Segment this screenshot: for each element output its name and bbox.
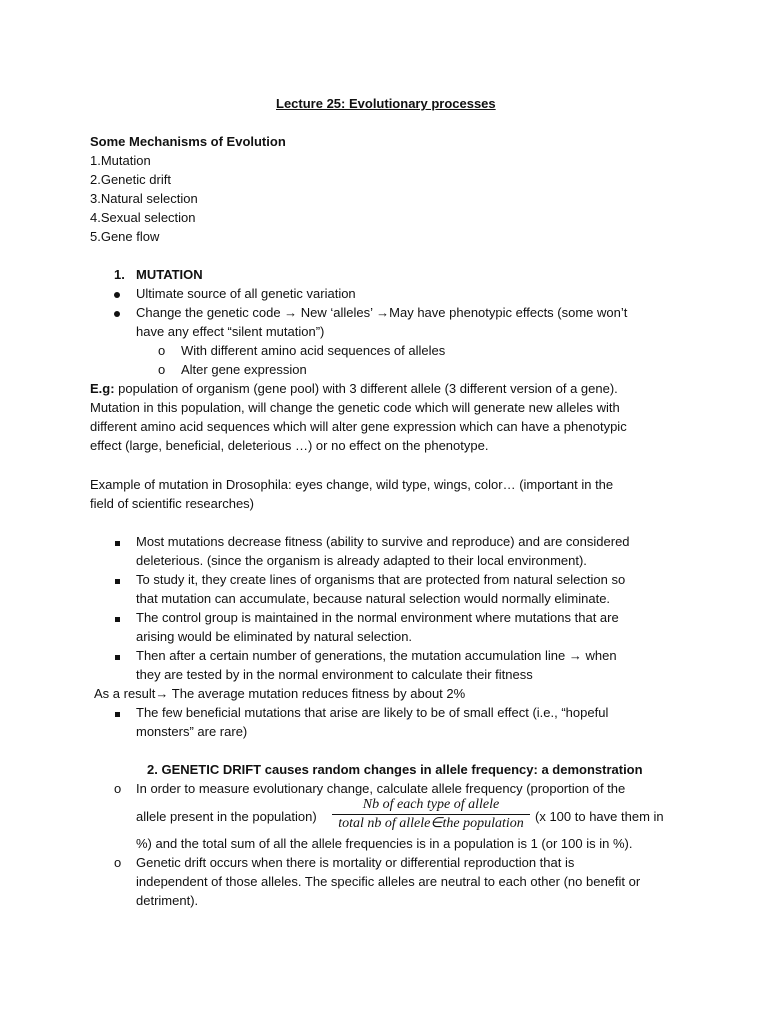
mutation-bullet: Change the genetic code → New ‘alleles’ →May have phenotypic effects (some won’t xyxy=(136,305,628,320)
drift-bullet: In order to measure evolutionary change, calculate allele frequency (proportion of the xyxy=(136,781,626,796)
example-line: effect (large, beneficial, deleterious …) or no effect on the phenotype. xyxy=(90,438,489,453)
mutation-heading: MUTATION xyxy=(136,267,203,282)
mechanism-item: 5.Gene flow xyxy=(90,229,160,244)
bullet-marker xyxy=(114,303,120,322)
drift-bullet-marker: o xyxy=(114,781,122,796)
sub-bullet: With different amino acid sequences of alleles xyxy=(181,343,446,358)
section-number: 1. xyxy=(114,267,125,282)
example-line xyxy=(90,379,618,398)
square-bullet-marker xyxy=(115,570,120,589)
square-bullet-cont: arising would be eliminated by natural selection. xyxy=(136,629,413,644)
mechanism-item: 3.Natural selection xyxy=(90,191,198,206)
mechanism-item: 2.Genetic drift xyxy=(90,172,171,187)
mechanisms-heading: Some Mechanisms of Evolution xyxy=(90,134,286,149)
allele-frequency-fraction xyxy=(332,796,530,833)
drosophila-line: field of scientific researches) xyxy=(90,496,255,511)
drift-bullet-cont: detriment). xyxy=(136,893,199,908)
example-label: E.g: xyxy=(90,381,115,396)
result-line: As a result→ The average mutation reduces fitness by about 2% xyxy=(94,686,466,701)
square-bullet: The few beneficial mutations that arise are likely to be of small effect (i.e., “hopeful xyxy=(136,705,609,720)
drift-heading: 2. GENETIC DRIFT causes random changes in allele frequency: a demonstration xyxy=(147,762,643,777)
square-bullet-cont: they are tested by in the normal environment to calculate their fitness xyxy=(136,667,533,682)
sub-bullet-marker: o xyxy=(158,362,166,377)
fraction-numerator: Nb of each type of allele xyxy=(362,797,500,812)
drift-bullet-cont: independent of those alleles. The specific alleles are neutral to each other (no benefit or xyxy=(136,874,641,889)
square-bullet-cont: deleterious. (since the organism is already adapted to their local environment). xyxy=(136,553,587,568)
square-bullet: Then after a certain number of generations, the mutation accumulation line → when xyxy=(136,648,617,663)
square-bullet-cont: monsters” are rare) xyxy=(136,724,248,739)
fraction-denominator: total nb of allele∈the population xyxy=(338,816,524,831)
drift-bullet-cont: allele present in the population) xyxy=(136,809,317,824)
example-line: different amino acid sequences which will alter gene expression which can have a phenotypic xyxy=(90,419,627,434)
square-bullet: The control group is maintained in the normal environment where mutations that are xyxy=(136,610,619,625)
square-bullet: To study it, they create lines of organisms that are protected from natural selection so xyxy=(136,572,626,587)
drift-bullet-cont: (x 100 to have them in xyxy=(535,809,664,824)
drosophila-line: Example of mutation in Drosophila: eyes change, wild type, wings, color… (important in the xyxy=(90,477,614,492)
page-title: Lecture 25: Evolutionary processes xyxy=(276,96,496,111)
square-bullet-marker xyxy=(115,703,120,722)
square-bullet: Most mutations decrease fitness (ability to survive and reproduce) and are considered xyxy=(136,534,630,549)
square-bullet-marker xyxy=(115,532,120,551)
mutation-bullet-cont: have any effect “silent mutation”) xyxy=(136,324,325,339)
drift-bullet: Genetic drift occurs when there is mortality or differential reproduction that is xyxy=(136,855,575,870)
square-bullet-cont: that mutation can accumulate, because natural selection would normally eliminate. xyxy=(136,591,611,606)
bullet-marker xyxy=(114,284,120,303)
sub-bullet: Alter gene expression xyxy=(181,362,307,377)
sub-bullet-marker: o xyxy=(158,343,166,358)
example-line: Mutation in this population, will change the genetic code which will generate new alleles with xyxy=(90,400,620,415)
drift-bullet-cont: %) and the total sum of all the allele frequencies is in a population is 1 (or 100 is in %). xyxy=(136,836,633,851)
mechanism-item: 4.Sexual selection xyxy=(90,210,196,225)
square-bullet-marker xyxy=(115,646,120,665)
drift-bullet-marker: o xyxy=(114,855,122,870)
square-bullet-marker xyxy=(115,608,120,627)
mutation-bullet: Ultimate source of all genetic variation xyxy=(136,286,356,301)
mechanism-item: 1.Mutation xyxy=(90,153,151,168)
example-text: population of organism (gene pool) with 3 different allele (3 different version of a gene). xyxy=(114,381,618,396)
